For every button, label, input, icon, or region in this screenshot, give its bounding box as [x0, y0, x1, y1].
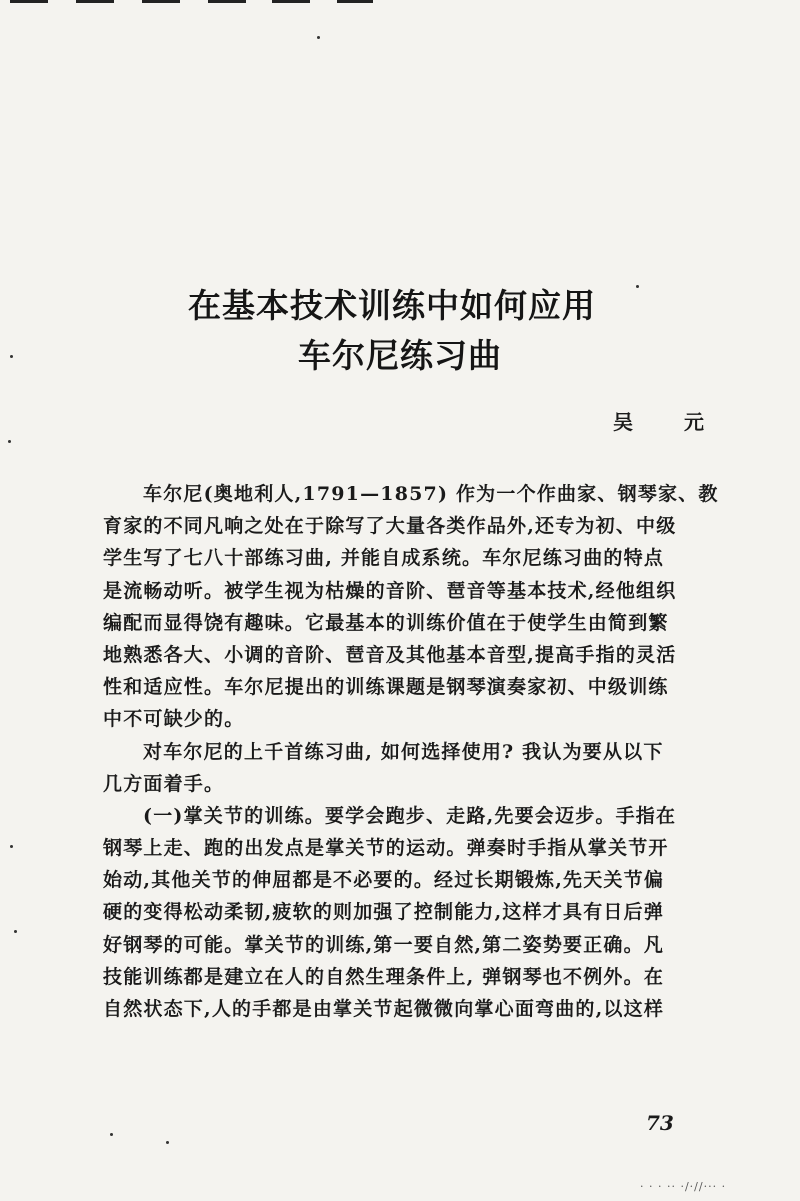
paragraph-line: 技能训练都是建立在人的自然生理条件上, 弹钢琴也不例外。在 — [103, 965, 665, 988]
paragraph-line: 硬的变得松动柔韧,疲软的则加强了控制能力,这样才具有日后弹 — [103, 901, 665, 924]
top-rule-4 — [208, 0, 246, 3]
paragraph-line: 育家的不同凡响之处在于除写了大量各类作品外,还专为初、中级 — [103, 515, 677, 538]
top-rule-2 — [76, 0, 114, 3]
scan-speck — [110, 1133, 113, 1136]
top-rule-5 — [272, 0, 310, 3]
paragraph-line: 车尔尼(奥地利人,1791—1857) 作为一个作曲家、钢琴家、教 — [143, 483, 719, 505]
paragraph-line: 中不可缺少的。 — [103, 708, 245, 731]
scan-speck — [10, 845, 13, 848]
paragraph-line: 好钢琴的可能。掌关节的训练,第一要自然,第二姿势要正确。凡 — [103, 933, 665, 956]
article-title-line-2: 车尔尼练习曲 — [298, 336, 502, 375]
paragraph-line: 性和适应性。车尔尼提出的训练课题是钢琴演奏家初、中级训练 — [103, 676, 669, 699]
top-rule-3 — [142, 0, 180, 3]
footer-scan-mark: · · · ·· ·/·//··· · — [640, 1180, 727, 1193]
paragraph-line: 始动,其他关节的伸屈都是不必要的。经过长期锻炼,先天关节偏 — [103, 869, 665, 892]
scan-speck — [14, 930, 17, 933]
scan-speck — [317, 36, 320, 39]
paragraph-line: (一)掌关节的训练。要学会跑步、走路,先要会迈步。手指在 — [143, 804, 677, 827]
article-body — [103, 478, 723, 1025]
scan-speck — [8, 440, 11, 443]
paragraph-line: 对车尔尼的上千首练习曲, 如何选择使用? 我认为要从以下 — [143, 740, 664, 763]
author-name: 吴 元 — [613, 410, 726, 434]
paragraph-line: 是流畅动听。被学生视为枯燥的音阶、琶音等基本技术,经他组织 — [103, 579, 677, 602]
paragraph-line: 编配而显得饶有趣味。它最基本的训练价值在于使学生由简到繁 — [103, 611, 669, 634]
top-rule-1 — [10, 0, 48, 3]
paragraph-line: 钢琴上走、跑的出发点是掌关节的运动。弹奏时手指从掌关节开 — [103, 837, 669, 860]
scan-speck — [166, 1141, 169, 1144]
page-number: 73 — [646, 1111, 674, 1135]
top-rule-6 — [337, 0, 373, 3]
paragraph-line: 地熟悉各大、小调的音阶、琶音及其他基本音型,提高手指的灵活 — [103, 643, 677, 666]
article-title-line-1: 在基本技术训练中如何应用 — [188, 286, 596, 325]
paragraph-line: 学生写了七八十部练习曲, 并能自成系统。车尔尼练习曲的特点 — [103, 547, 665, 570]
paragraph-line: 几方面着手。 — [103, 772, 225, 795]
paragraph-line: 自然状态下,人的手都是由掌关节起微微向掌心面弯曲的,以这样 — [103, 998, 665, 1020]
